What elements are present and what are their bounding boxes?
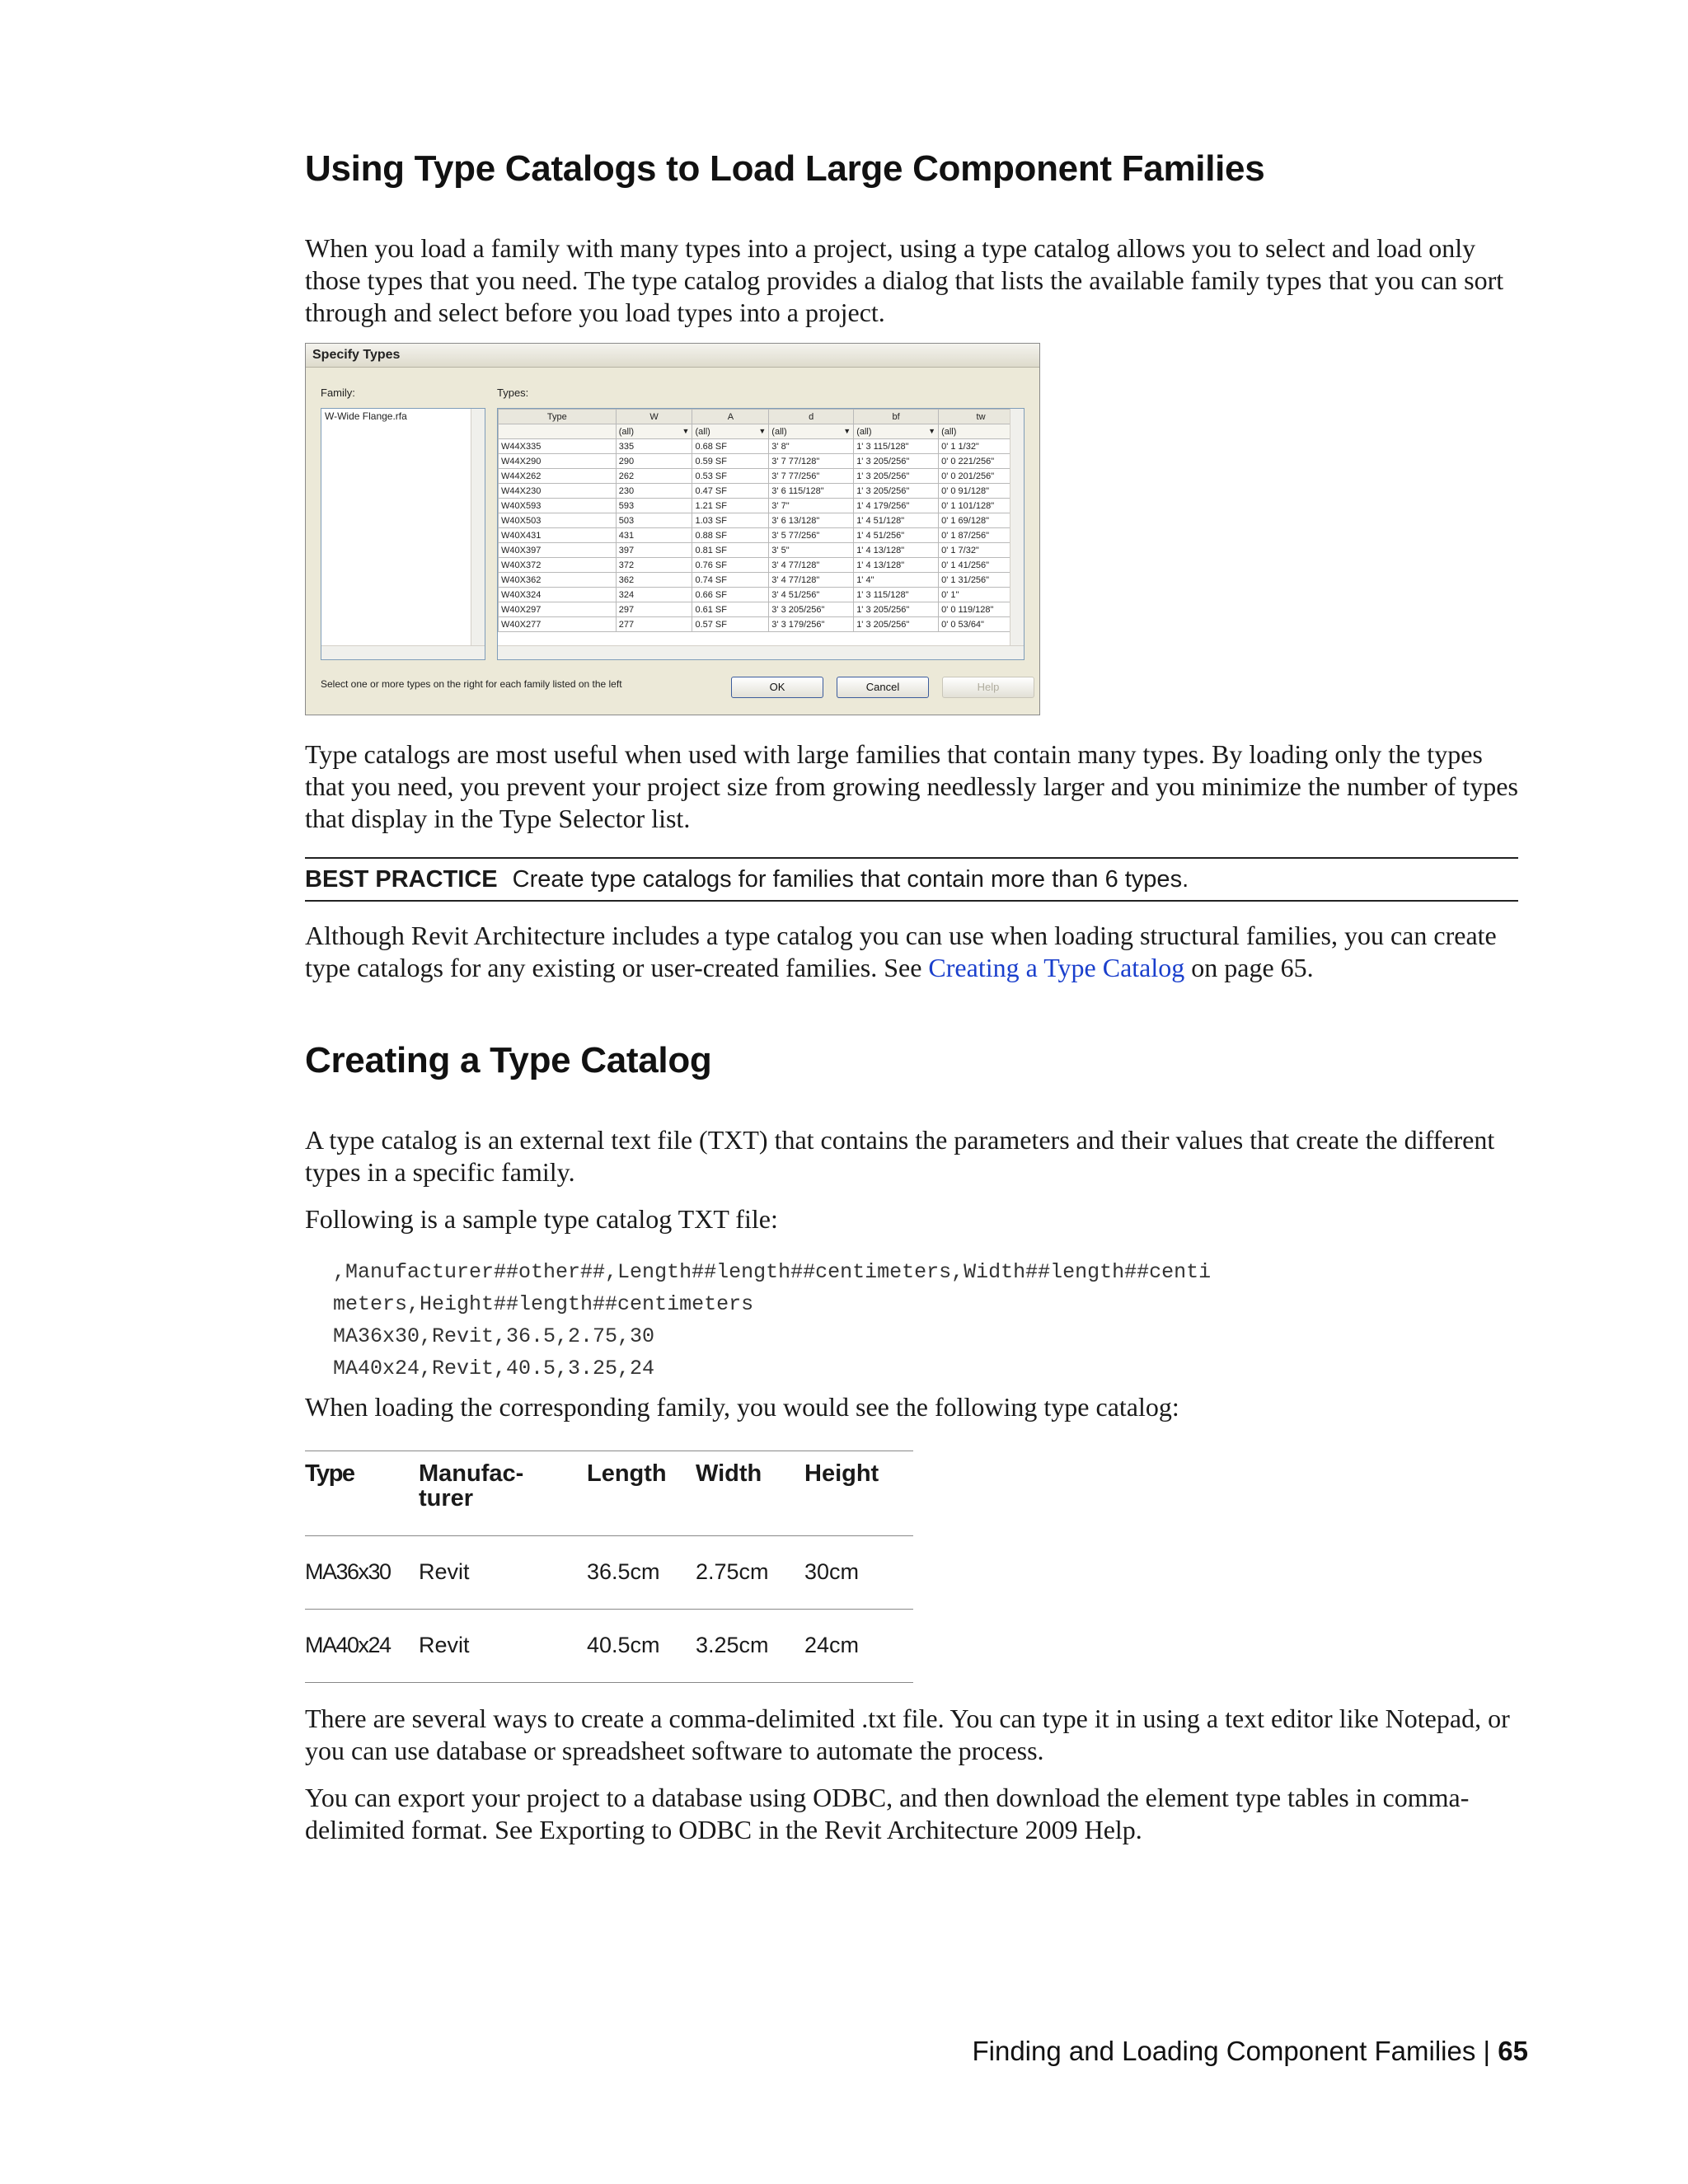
grid-cell: 1' 3 205/256" (854, 454, 939, 469)
table-row[interactable] (499, 454, 1024, 469)
odbc-paragraph: You can export your project to a database using ODBC, and then download the element type tables in comma-delimited format. See Exporting to ODBC in the Revit Architecture 2009 Help. (305, 1783, 1470, 1844)
table-row (305, 1610, 913, 1683)
intro-paragraph: When you load a family with many types into a project, using a type catalog allows you to select and load only those types that you need. The type catalog provides a dialog that lists the available family types that you can sort through and select before you load types into a project. (305, 233, 1504, 327)
column-header[interactable]: tw (939, 410, 1024, 424)
sample-code-block (333, 1256, 1546, 1385)
grid-cell: 0.53 SF (692, 469, 769, 484)
table-row[interactable] (499, 528, 1024, 543)
family-horizontal-scrollbar[interactable] (321, 645, 485, 659)
grid-cell: W40X397 (499, 543, 617, 558)
header-length: Length (587, 1460, 667, 1487)
grid-cell: 3' 8" (769, 439, 854, 454)
grid-cell: 1' 3 205/256" (854, 617, 939, 632)
specify-types-dialog (305, 343, 1040, 715)
table-row[interactable] (499, 439, 1024, 454)
grid-cell: 277 (616, 617, 692, 632)
grid-cell: 1' 4 51/128" (854, 513, 939, 528)
types-label: Types: (497, 387, 529, 399)
grid-cell: 0' 1" (939, 588, 1024, 602)
chevron-down-icon[interactable]: ▼ (843, 426, 851, 435)
grid-cell: 1.21 SF (692, 499, 769, 513)
grid-cell: 0' 0 221/256" (939, 454, 1024, 469)
filter-value: (all) (856, 426, 872, 437)
grid-cell: 3' 5 77/256" (769, 528, 854, 543)
table-row[interactable] (499, 513, 1024, 528)
loading-paragraph: When loading the corresponding family, you would see the following type catalog: (305, 1392, 1179, 1422)
column-filter[interactable] (499, 424, 617, 439)
dialog-title: Specify Types (306, 344, 1039, 368)
ok-button[interactable]: OK (731, 677, 823, 698)
grid-cell: 0.74 SF (692, 573, 769, 588)
grid-cell: 262 (616, 469, 692, 484)
chevron-down-icon[interactable]: ▼ (928, 426, 936, 435)
family-label: Family: (321, 387, 355, 399)
grid-cell: 1' 3 115/128" (854, 439, 939, 454)
grid-cell: 0' 0 91/128" (939, 484, 1024, 499)
types-horizontal-scrollbar[interactable] (498, 645, 1024, 659)
grid-cell: W40X431 (499, 528, 617, 543)
grid-cell: 3' 3 205/256" (769, 602, 854, 617)
type-catalog-header-row (305, 1451, 913, 1536)
grid-cell: W40X297 (499, 602, 617, 617)
cell-height: 24cm (804, 1633, 860, 1657)
grid-cell: 431 (616, 528, 692, 543)
types-body (499, 439, 1024, 632)
grid-cell: 0.81 SF (692, 543, 769, 558)
creating-type-catalog-link[interactable]: Creating a Type Catalog (928, 953, 1185, 982)
header-manufacturer: Manufac- turer (419, 1460, 524, 1511)
header-width: Width (696, 1460, 762, 1487)
grid-cell: W40X324 (499, 588, 617, 602)
types-table[interactable] (498, 409, 1024, 632)
table-row[interactable] (499, 573, 1024, 588)
chevron-down-icon[interactable]: ▼ (682, 426, 690, 435)
grid-cell: 0' 1 41/256" (939, 558, 1024, 573)
table-row[interactable] (499, 558, 1024, 573)
grid-cell: 0.61 SF (692, 602, 769, 617)
grid-cell: 1' 4 13/128" (854, 543, 939, 558)
grid-cell: 3' 4 77/128" (769, 558, 854, 573)
best-practice-note (305, 857, 1518, 902)
column-filter[interactable] (854, 424, 939, 439)
grid-cell: 1' 3 205/256" (854, 484, 939, 499)
grid-cell: 1' 3 205/256" (854, 469, 939, 484)
grid-cell: W40X362 (499, 573, 617, 588)
grid-cell: W44X335 (499, 439, 617, 454)
catalogs-useful-paragraph: Type catalogs are most useful when used with large families that contain many types. By loading only the types that you need, you prevent your project size from growing needlessly larger and you minimize the number of types that display in the Type Selector list. (305, 739, 1518, 833)
grid-cell: 0' 1 1/32" (939, 439, 1024, 454)
grid-cell: W44X262 (499, 469, 617, 484)
grid-cell: 372 (616, 558, 692, 573)
grid-cell: 3' 7 77/256" (769, 469, 854, 484)
column-header[interactable]: bf (854, 410, 939, 424)
grid-cell: 1' 4" (854, 573, 939, 588)
grid-cell: 1' 4 13/128" (854, 558, 939, 573)
best-practice-text: Create type catalogs for families that contain more than 6 types. (512, 866, 1189, 893)
grid-cell: 3' 5" (769, 543, 854, 558)
grid-cell: W40X503 (499, 513, 617, 528)
cell-length: 40.5cm (587, 1633, 660, 1657)
column-header[interactable]: Type (499, 410, 617, 424)
creating-type-catalog-title: Creating a Type Catalog (305, 1040, 712, 1080)
types-grid[interactable] (497, 408, 1025, 660)
grid-cell: 503 (616, 513, 692, 528)
table-row[interactable] (499, 543, 1024, 558)
filter-value: (all) (695, 426, 710, 437)
grid-cell: 290 (616, 454, 692, 469)
grid-cell: 297 (616, 602, 692, 617)
section-title: Using Type Catalogs to Load Large Component Families (305, 148, 1265, 189)
header-type: Type (305, 1460, 354, 1487)
column-filter[interactable] (692, 424, 769, 439)
grid-cell: W40X372 (499, 558, 617, 573)
revit-includes-text: Although Revit Architecture includes a type catalog you can use when loading structural families, you can create type catalogs for any existing or user-created families. See (305, 921, 1497, 982)
table-row (305, 1536, 913, 1610)
cell-height: 30cm (804, 1559, 860, 1584)
grid-cell: 335 (616, 439, 692, 454)
grid-cell: 0' 0 119/128" (939, 602, 1024, 617)
type-catalog-table (305, 1451, 913, 1683)
filter-value: (all) (941, 426, 957, 437)
revit-includes-paragraph (305, 920, 1518, 984)
cell-type: MA40x24 (305, 1633, 391, 1657)
footer-separator: | (1483, 2036, 1491, 2066)
grid-cell: 0' 1 7/32" (939, 543, 1024, 558)
revit-includes-page-ref: on page 65. (1184, 953, 1314, 982)
grid-cell: 1.03 SF (692, 513, 769, 528)
family-vertical-scrollbar[interactable] (471, 409, 485, 646)
grid-cell: 0.57 SF (692, 617, 769, 632)
help-button[interactable]: Help (942, 677, 1034, 698)
cell-manufacturer: Revit (419, 1559, 470, 1584)
grid-cell: 0.66 SF (692, 588, 769, 602)
grid-cell: 0.68 SF (692, 439, 769, 454)
code-line: ,Manufacturer##other##,Length##length##centimeters,Width##length##centi (333, 1260, 1212, 1284)
family-list-item[interactable]: W-Wide Flange.rfa (325, 410, 407, 422)
grid-cell: W44X290 (499, 454, 617, 469)
best-practice-label: BEST PRACTICE (305, 866, 498, 893)
filter-value: (all) (771, 426, 787, 437)
cell-width: 2.75cm (696, 1559, 769, 1584)
header-height: Height (804, 1460, 879, 1487)
grid-cell: 397 (616, 543, 692, 558)
grid-cell: 0' 1 101/128" (939, 499, 1024, 513)
grid-cell: 3' 4 51/256" (769, 588, 854, 602)
cell-type: MA36x30 (305, 1559, 391, 1584)
grid-cell: W40X593 (499, 499, 617, 513)
types-filter-row (499, 424, 1024, 439)
column-header[interactable]: W (616, 410, 692, 424)
code-line: MA36x30,Revit,36.5,2.75,30 (333, 1324, 655, 1348)
cell-manufacturer: Revit (419, 1633, 470, 1657)
grid-cell: 3' 7 77/128" (769, 454, 854, 469)
grid-cell: 593 (616, 499, 692, 513)
grid-cell: 230 (616, 484, 692, 499)
type-catalog-definition: A type catalog is an external text file (TXT) that contains the parameters and their values that create the different types in a specific family. (305, 1125, 1495, 1187)
grid-cell: 0' 0 201/256" (939, 469, 1024, 484)
grid-cell: 3' 6 115/128" (769, 484, 854, 499)
grid-cell: 0' 1 69/128" (939, 513, 1024, 528)
table-row[interactable] (499, 588, 1024, 602)
grid-cell: 0.88 SF (692, 528, 769, 543)
code-line: MA40x24,Revit,40.5,3.25,24 (333, 1357, 655, 1380)
grid-cell: 1' 3 205/256" (854, 602, 939, 617)
column-filter[interactable] (616, 424, 692, 439)
grid-cell: W40X277 (499, 617, 617, 632)
grid-cell: 0' 0 53/64" (939, 617, 1024, 632)
filter-value: (all) (618, 426, 635, 437)
grid-cell: 1' 4 51/256" (854, 528, 939, 543)
grid-cell: 3' 3 179/256" (769, 617, 854, 632)
chevron-down-icon[interactable]: ▼ (758, 426, 767, 435)
types-vertical-scrollbar[interactable] (1010, 409, 1024, 646)
grid-cell: 0' 1 87/256" (939, 528, 1024, 543)
grid-cell: 3' 6 13/128" (769, 513, 854, 528)
table-row[interactable] (499, 602, 1024, 617)
cell-width: 3.25cm (696, 1633, 769, 1657)
page-number: 65 (1498, 2036, 1528, 2066)
grid-cell: 0.59 SF (692, 454, 769, 469)
table-row[interactable] (499, 484, 1024, 499)
grid-cell: W44X230 (499, 484, 617, 499)
sample-intro: Following is a sample type catalog TXT file: (305, 1204, 778, 1234)
page-footer (972, 2036, 1528, 2067)
code-line: meters,Height##length##centimeters (333, 1292, 754, 1316)
grid-cell: 1' 4 179/256" (854, 499, 939, 513)
grid-cell: 0.76 SF (692, 558, 769, 573)
column-header[interactable]: A (692, 410, 769, 424)
grid-cell: 0.47 SF (692, 484, 769, 499)
grid-cell: 324 (616, 588, 692, 602)
column-filter[interactable] (769, 424, 854, 439)
column-header[interactable]: d (769, 410, 854, 424)
types-header-row (499, 410, 1024, 424)
footer-chapter: Finding and Loading Component Families (972, 2036, 1476, 2066)
grid-cell: 3' 7" (769, 499, 854, 513)
grid-cell: 3' 4 77/128" (769, 573, 854, 588)
table-row[interactable] (499, 499, 1024, 513)
comma-delimited-paragraph: There are several ways to create a comma-delimited .txt file. You can type it in using a text editor like Notepad, or you can use database or spreadsheet software to automate the process. (305, 1704, 1510, 1765)
cell-length: 36.5cm (587, 1559, 660, 1584)
grid-cell: 362 (616, 573, 692, 588)
table-row[interactable] (499, 617, 1024, 632)
cancel-button[interactable]: Cancel (837, 677, 929, 698)
family-list[interactable] (321, 408, 485, 660)
grid-cell: 0' 1 31/256" (939, 573, 1024, 588)
status-text: Select one or more types on the right for each family listed on the left (321, 678, 622, 690)
grid-cell: 1' 3 115/128" (854, 588, 939, 602)
table-row[interactable] (499, 469, 1024, 484)
